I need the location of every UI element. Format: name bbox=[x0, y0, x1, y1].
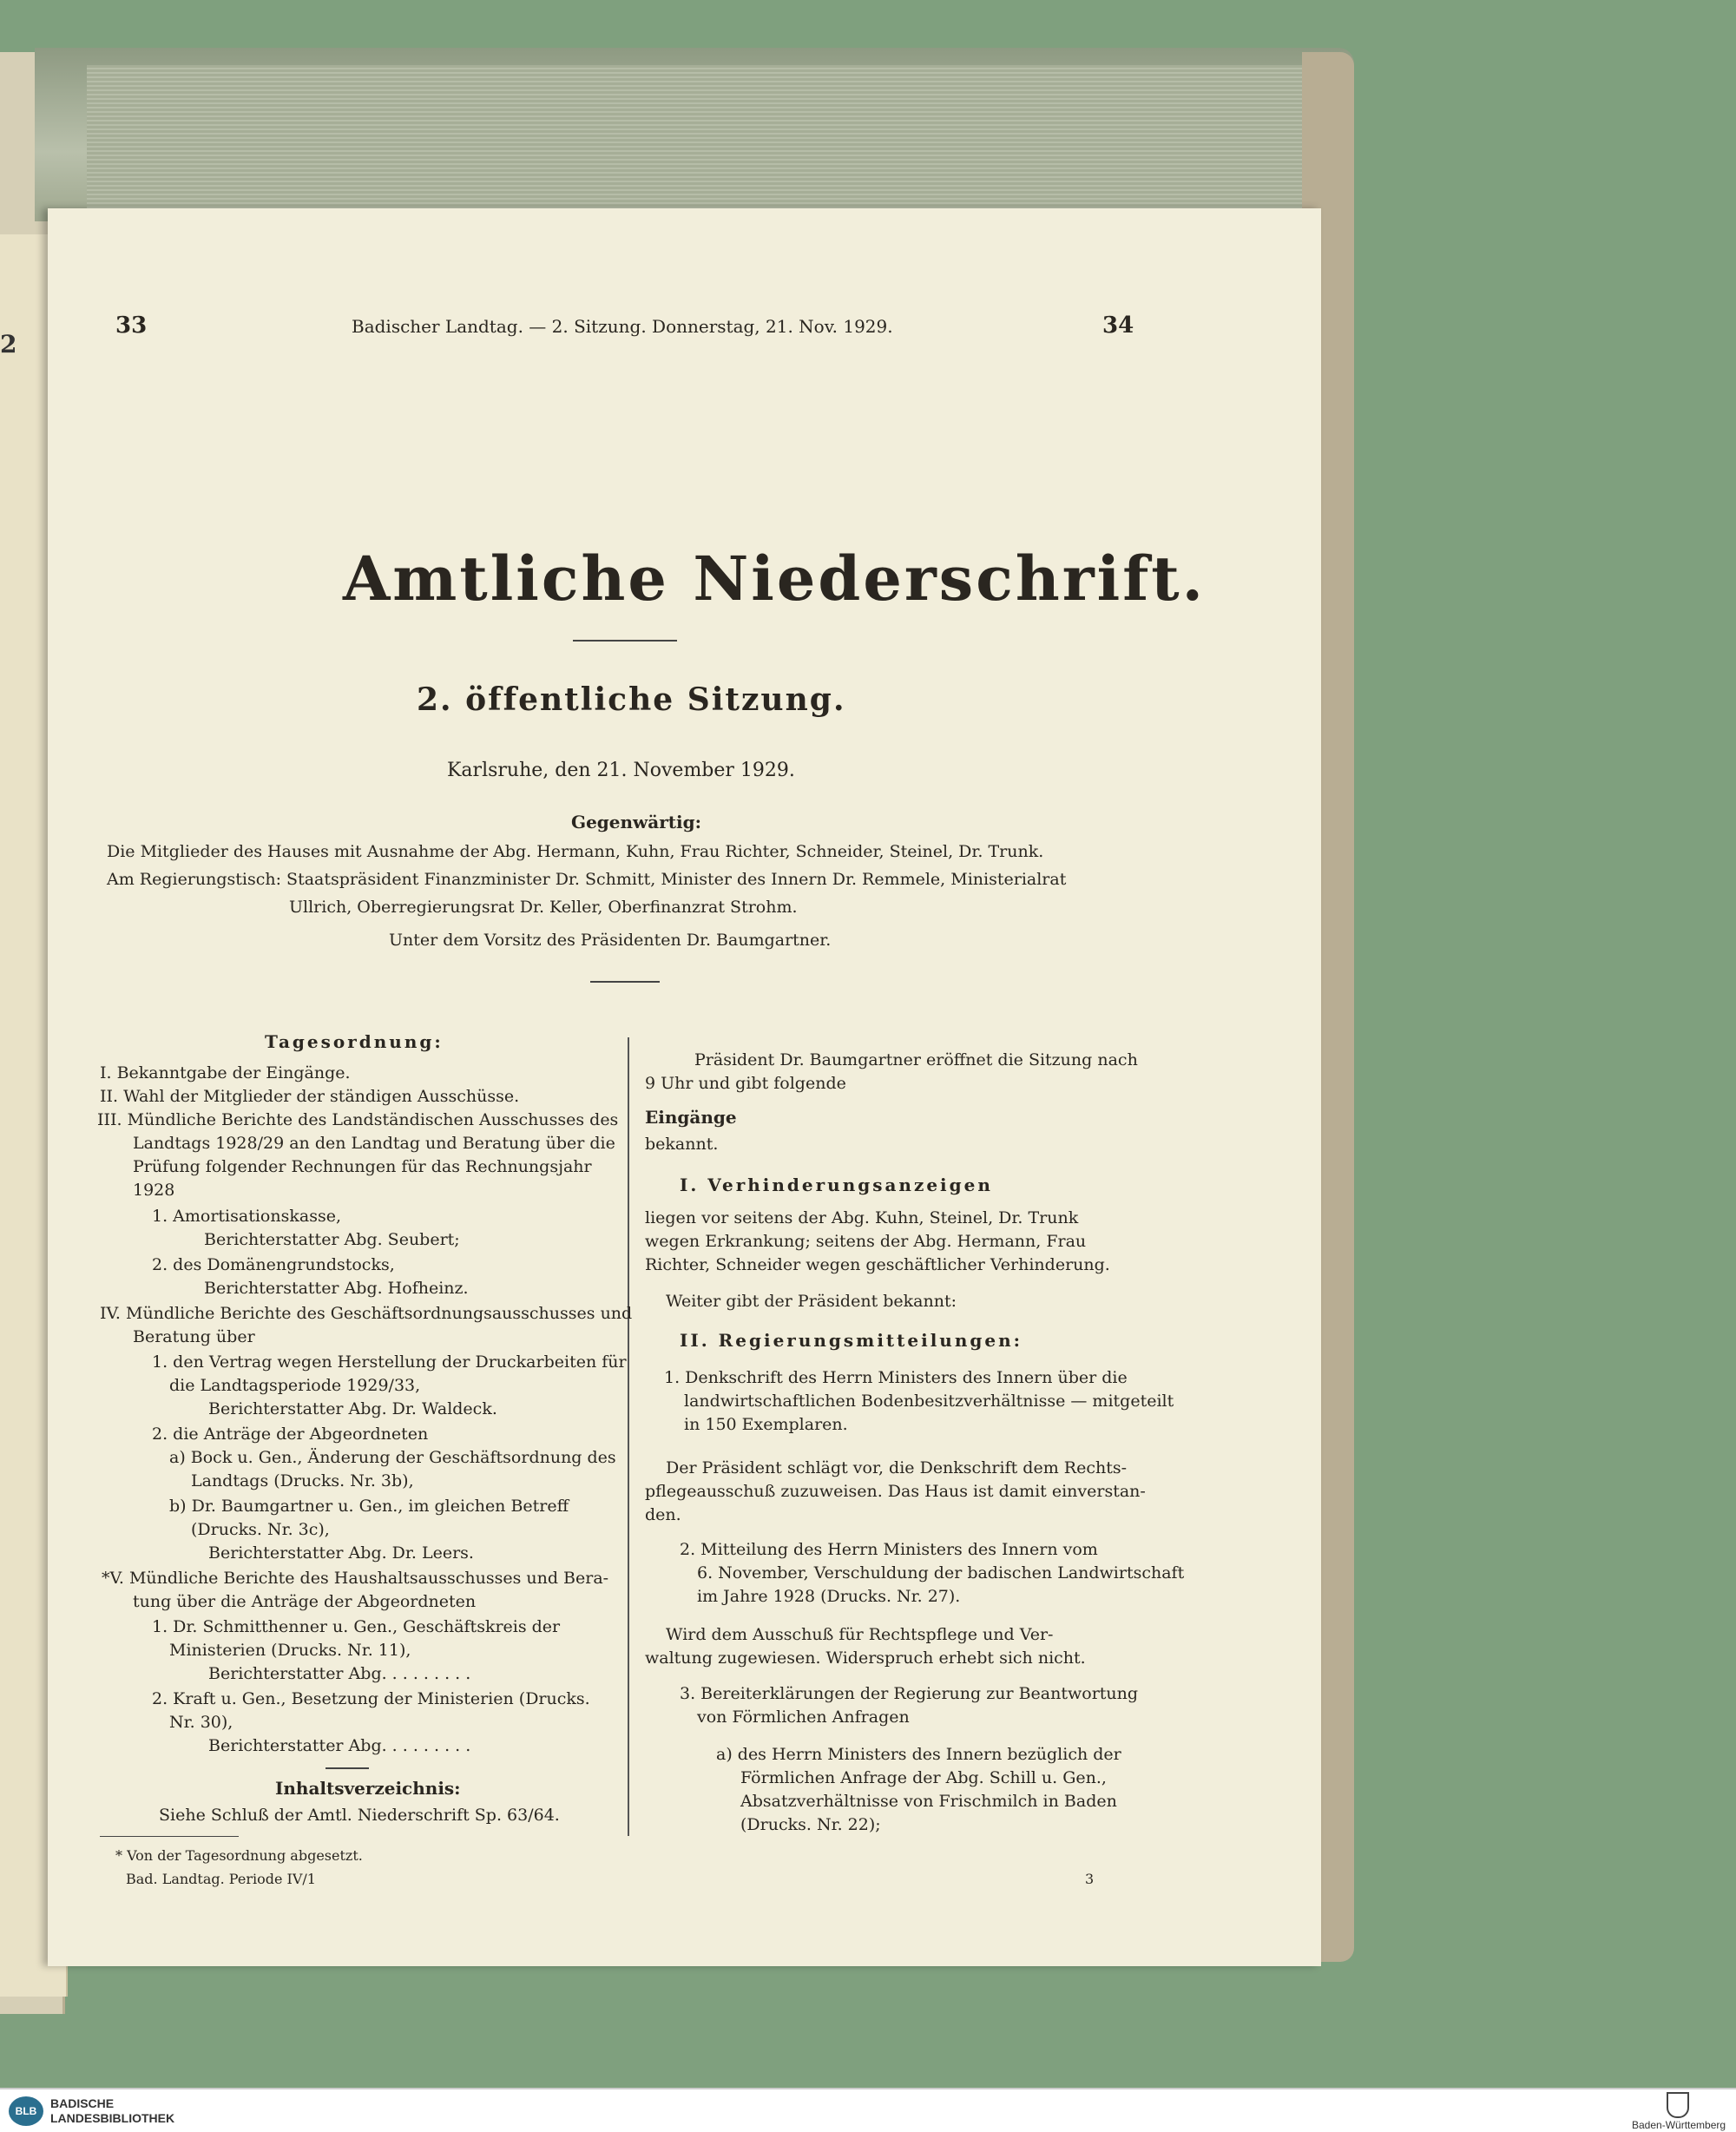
text-line: Präsident Dr. Baumgartner eröffnet die Sitzung nach bbox=[694, 1050, 1138, 1069]
contents-heading: Inhaltsverzeichnis: bbox=[275, 1778, 461, 1799]
library-footer bbox=[0, 2088, 1736, 2132]
agenda-line: tung über die Anträge der Abgeordneten bbox=[133, 1592, 477, 1611]
state-crest-icon bbox=[1667, 2092, 1689, 2118]
agenda-line: Berichterstatter Abg. Seubert; bbox=[204, 1230, 460, 1249]
text-line: pflegeausschuß zuzuweisen. Das Haus ist damit einverstan- bbox=[645, 1482, 1146, 1501]
present-line-3: Ullrich, Oberregierungsrat Dr. Keller, Oberfinanzrat Strohm. bbox=[289, 898, 798, 917]
blb-logo-icon: BLB bbox=[9, 2096, 43, 2126]
agenda-line: 1928 bbox=[133, 1181, 175, 1200]
document-page bbox=[48, 208, 1321, 1966]
running-head: Badischer Landtag. — 2. Sitzung. Donnerstag, 21. Nov. 1929. bbox=[352, 316, 893, 337]
agenda-line: 1. den Vertrag wegen Herstellung der Druckarbeiten für bbox=[152, 1352, 627, 1372]
contents-rule bbox=[326, 1767, 369, 1769]
text-line: Wird dem Ausschuß für Rechtspflege und Ver- bbox=[666, 1625, 1054, 1644]
agenda-line: Nr. 30), bbox=[169, 1713, 233, 1732]
present-heading: Gegenwärtig: bbox=[571, 812, 701, 832]
library-name bbox=[50, 2096, 174, 2126]
page-number-left: 33 bbox=[115, 313, 148, 339]
text-line: 2. Mitteilung des Herrn Ministers des Innern vom bbox=[680, 1540, 1098, 1559]
page-title: Amtliche Niederschrift. bbox=[343, 543, 1207, 615]
agenda-line: II. Wahl der Mitglieder der ständigen Ausschüsse. bbox=[100, 1087, 520, 1106]
text-line: wegen Erkrankung; seitens der Abg. Hermann, Frau bbox=[645, 1232, 1087, 1251]
agenda-line: Berichterstatter Abg. . . . . . . . . bbox=[208, 1664, 471, 1683]
text-line: 6. November, Verschuldung der badischen Landwirtschaft bbox=[697, 1563, 1185, 1583]
text-line: Richter, Schneider wegen geschäftlicher Verhinderung. bbox=[645, 1255, 1110, 1274]
agenda-line: 2. die Anträge der Abgeordneten bbox=[152, 1425, 429, 1444]
printer-signature: Bad. Landtag. Periode IV/1 bbox=[126, 1871, 316, 1887]
footnote-rule bbox=[100, 1836, 239, 1837]
text-line: in 150 Exemplaren. bbox=[684, 1415, 848, 1434]
text-line: bekannt. bbox=[645, 1135, 719, 1154]
contents-line: Siehe Schluß der Amtl. Niederschrift Sp. 63/64. bbox=[159, 1806, 560, 1825]
section-heading: I. Verhinderungsanzeigen bbox=[680, 1175, 993, 1195]
agenda-line: Berichterstatter Abg. Dr. Waldeck. bbox=[208, 1399, 497, 1418]
agenda-line: a) Bock u. Gen., Änderung der Geschäftsordnung des bbox=[169, 1448, 616, 1467]
agenda-line: Berichterstatter Abg. . . . . . . . . bbox=[208, 1736, 471, 1755]
text-line: den. bbox=[645, 1505, 681, 1524]
agenda-line: Ministerien (Drucks. Nr. 11), bbox=[169, 1641, 411, 1660]
place-date: Karlsruhe, den 21. November 1929. bbox=[447, 760, 795, 781]
agenda-line: 2. des Domänengrundstocks, bbox=[152, 1255, 395, 1274]
previous-page-number: 2 bbox=[0, 330, 17, 359]
agenda-line: b) Dr. Baumgartner u. Gen., im gleichen Betreff bbox=[169, 1497, 569, 1516]
agenda-line: 1. Amortisationskasse, bbox=[152, 1207, 341, 1226]
agenda-line: Prüfung folgender Rechnungen für das Rechnungsjahr bbox=[133, 1157, 592, 1176]
present-line-2: Am Regierungstisch: Staatspräsident Finanzminister Dr. Schmitt, Minister des Innern Dr. Remmele, Ministerialrat bbox=[107, 870, 1067, 889]
agenda-line: 1. Dr. Schmitthenner u. Gen., Geschäftskreis der bbox=[152, 1617, 561, 1636]
text-line: (Drucks. Nr. 22); bbox=[740, 1815, 881, 1834]
text-line: 3. Bereiterklärungen der Regierung zur Beantwortung bbox=[680, 1684, 1139, 1703]
text-line: im Jahre 1928 (Drucks. Nr. 27). bbox=[697, 1587, 961, 1606]
agenda-line: Berichterstatter Abg. Dr. Leers. bbox=[208, 1543, 474, 1563]
column-divider bbox=[628, 1037, 629, 1836]
library-name-line-2: LANDESBIBLIOTHEK bbox=[50, 2111, 175, 2125]
text-line: von Förmlichen Anfragen bbox=[697, 1708, 910, 1727]
text-line: liegen vor seitens der Abg. Kuhn, Steinel, Dr. Trunk bbox=[645, 1208, 1079, 1227]
agenda-line: Landtags 1928/29 an den Landtag und Beratung über die bbox=[133, 1134, 615, 1153]
library-name-line-1: BADISCHE bbox=[50, 2096, 115, 2110]
agenda-line: III. Mündliche Berichte des Landständischen Ausschusses des bbox=[97, 1110, 619, 1129]
text-line: Weiter gibt der Präsident bekannt: bbox=[666, 1292, 957, 1311]
page-subtitle: 2. öffentliche Sitzung. bbox=[417, 681, 846, 718]
section-rule bbox=[590, 981, 660, 983]
footnote: * Von der Tagesordnung abgesetzt. bbox=[115, 1847, 363, 1864]
eingaenge-heading: Eingänge bbox=[645, 1107, 737, 1128]
agenda-line: 2. Kraft u. Gen., Besetzung der Ministerien (Drucks. bbox=[152, 1689, 590, 1708]
present-line-1: Die Mitglieder des Hauses mit Ausnahme der Abg. Hermann, Kuhn, Frau Richter, Schneider, Steinel, Dr. Trunk. bbox=[107, 842, 1044, 861]
text-line: a) des Herrn Ministers des Innern bezüglich der bbox=[716, 1745, 1121, 1764]
page-block-top bbox=[35, 48, 1354, 221]
sheet-number: 3 bbox=[1085, 1871, 1095, 1887]
agenda-heading: Tagesordnung: bbox=[265, 1031, 444, 1052]
text-line: waltung zugewiesen. Widerspruch erhebt sich nicht. bbox=[645, 1648, 1086, 1668]
state-name: Baden-Württemberg bbox=[1632, 2119, 1726, 2131]
agenda-line: *V. Mündliche Berichte des Haushaltsausschusses und Bera- bbox=[102, 1569, 609, 1588]
agenda-line: I. Bekanntgabe der Eingänge. bbox=[100, 1063, 351, 1082]
agenda-line: Berichterstatter Abg. Hofheinz. bbox=[204, 1279, 469, 1298]
agenda-line: (Drucks. Nr. 3c), bbox=[191, 1520, 330, 1539]
text-line: Der Präsident schlägt vor, die Denkschrift dem Rechts- bbox=[666, 1458, 1127, 1477]
page-number-right: 34 bbox=[1102, 313, 1134, 339]
text-line: 1. Denkschrift des Herrn Ministers des Innern über die bbox=[664, 1368, 1128, 1387]
text-line: landwirtschaftlichen Bodenbesitzverhältnisse — mitgeteilt bbox=[684, 1392, 1174, 1411]
section-heading: II. Regierungsmitteilungen: bbox=[680, 1330, 1023, 1351]
text-line: Absatzverhältnisse von Frischmilch in Baden bbox=[740, 1792, 1117, 1811]
text-line: Förmlichen Anfrage der Abg. Schill u. Gen., bbox=[740, 1768, 1107, 1787]
title-rule bbox=[573, 640, 677, 642]
agenda-line: die Landtagsperiode 1929/33, bbox=[169, 1376, 421, 1395]
agenda-line: Landtags (Drucks. Nr. 3b), bbox=[191, 1471, 414, 1490]
text-line: 9 Uhr und gibt folgende bbox=[645, 1074, 846, 1093]
chair-line: Unter dem Vorsitz des Präsidenten Dr. Baumgartner. bbox=[389, 931, 832, 950]
agenda-line: Beratung über bbox=[133, 1327, 255, 1346]
agenda-line: IV. Mündliche Berichte des Geschäftsordnungsausschusses und bbox=[100, 1304, 633, 1323]
